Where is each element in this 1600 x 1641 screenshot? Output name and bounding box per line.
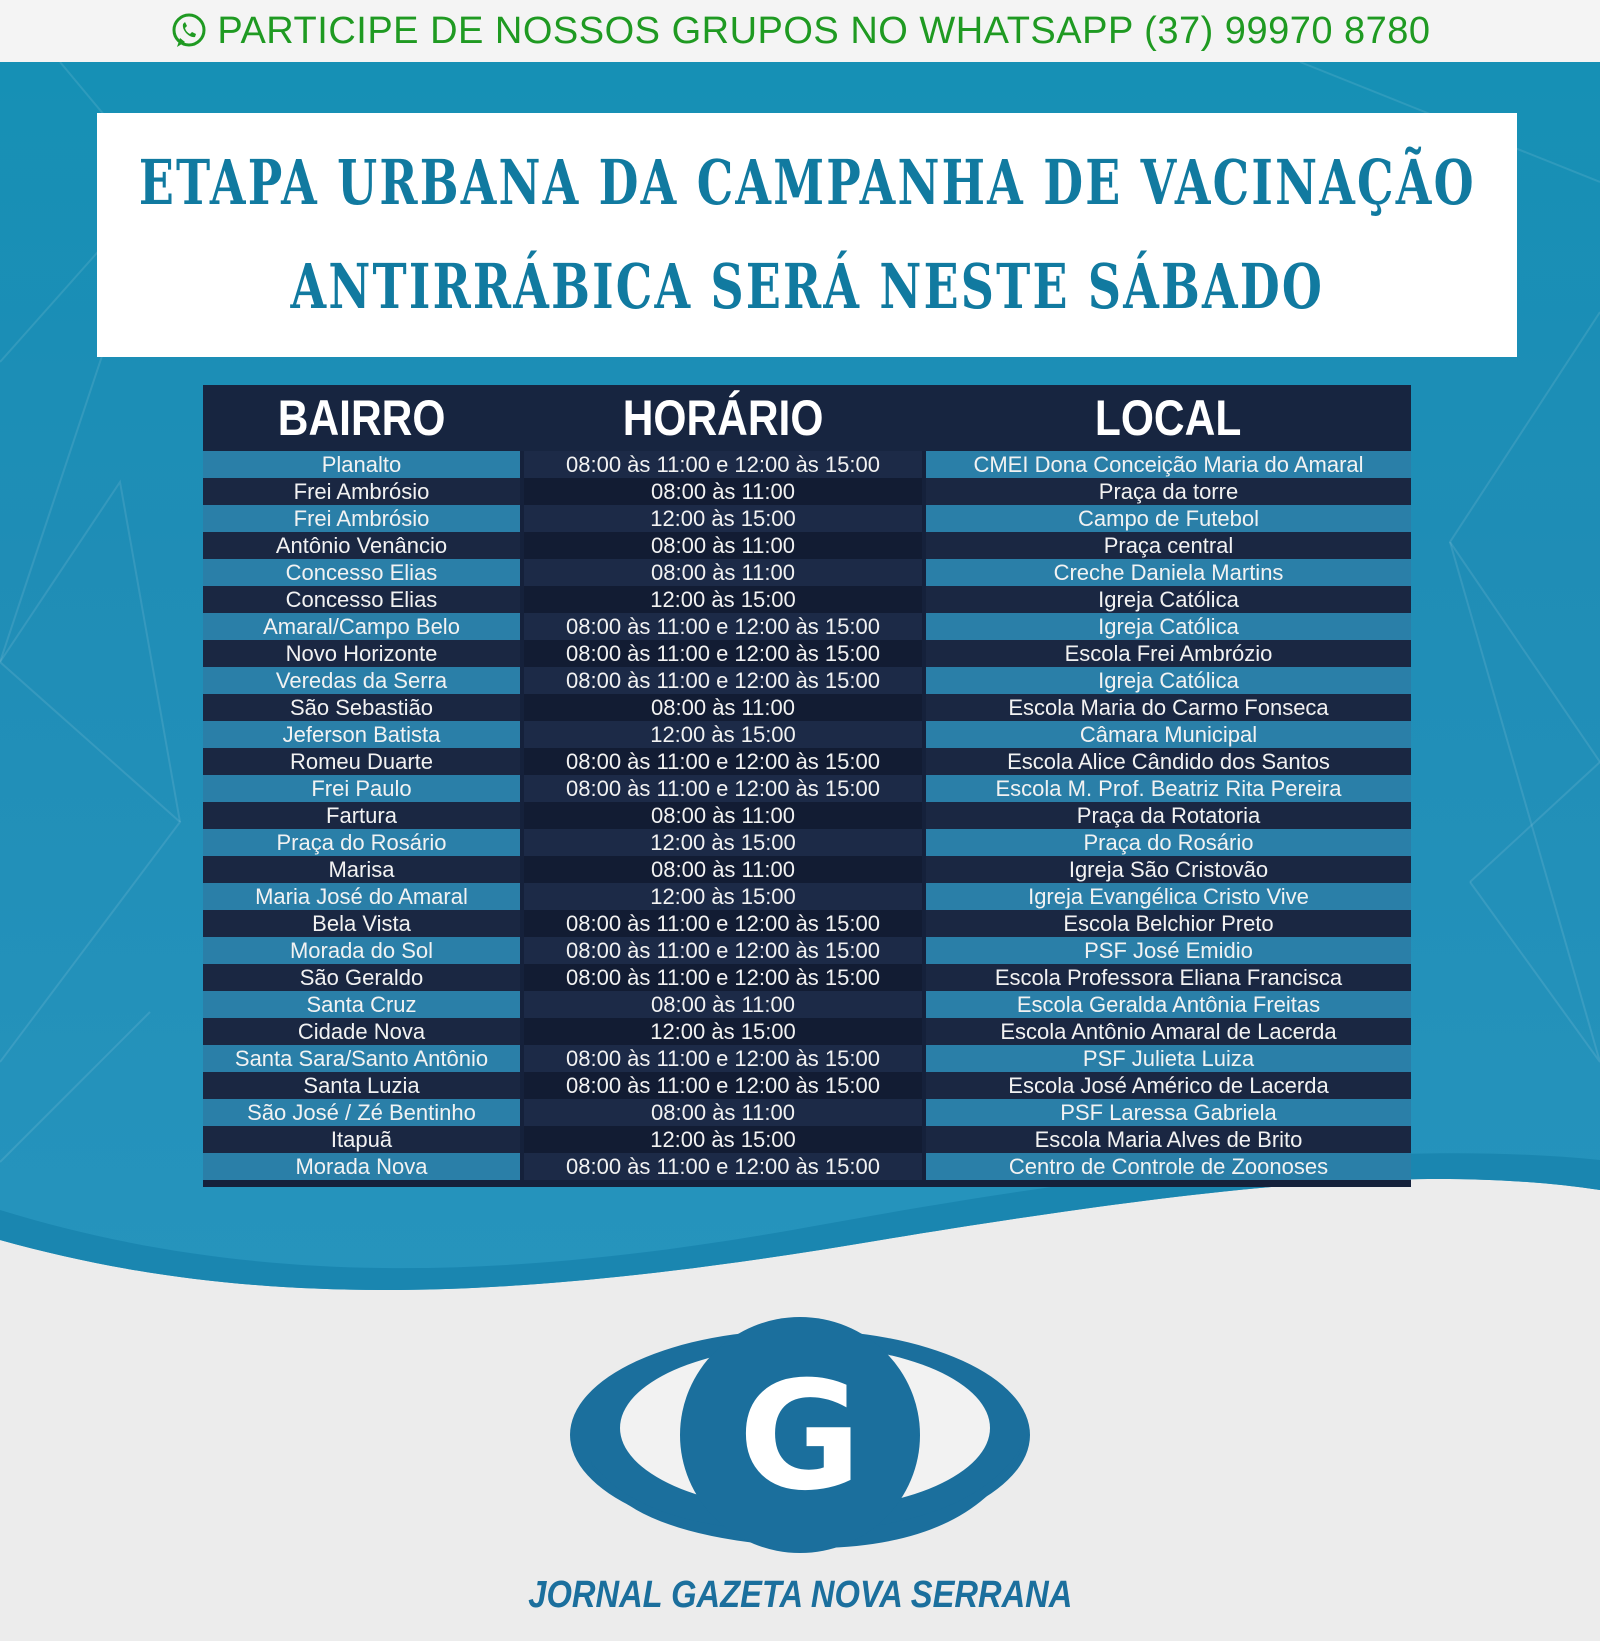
cell-bairro: Santa Sara/Santo Antônio bbox=[203, 1045, 520, 1072]
cell-bairro: Concesso Elias bbox=[203, 586, 520, 613]
cell-local: Igreja Católica bbox=[926, 586, 1411, 613]
title-box bbox=[97, 113, 1517, 357]
cell-local: PSF José Emidio bbox=[926, 937, 1411, 964]
cell-local: Centro de Controle de Zoonoses bbox=[926, 1153, 1411, 1180]
schedule-table bbox=[203, 385, 1411, 1187]
table-row bbox=[203, 613, 1411, 640]
cell-horario: 08:00 às 11:00 bbox=[524, 802, 922, 829]
cell-local: Escola Maria Alves de Brito bbox=[926, 1126, 1411, 1153]
cell-horario: 08:00 às 11:00 bbox=[524, 1099, 922, 1126]
cell-horario: 08:00 às 11:00 e 12:00 às 15:00 bbox=[524, 613, 922, 640]
cell-bairro: Marisa bbox=[203, 856, 520, 883]
table-row bbox=[203, 856, 1411, 883]
cell-horario: 12:00 às 15:00 bbox=[524, 1018, 922, 1045]
table-row bbox=[203, 883, 1411, 910]
cell-local: Escola Professora Eliana Francisca bbox=[926, 964, 1411, 991]
cell-local: Igreja Católica bbox=[926, 613, 1411, 640]
cell-horario: 08:00 às 11:00 e 12:00 às 15:00 bbox=[524, 667, 922, 694]
header-bairro: BAIRRO bbox=[277, 390, 446, 446]
cell-bairro: Praça do Rosário bbox=[203, 829, 520, 856]
cell-bairro: Planalto bbox=[203, 451, 520, 478]
cell-local: Igreja Evangélica Cristo Vive bbox=[926, 883, 1411, 910]
cell-bairro: São José / Zé Bentinho bbox=[203, 1099, 520, 1126]
cell-local: Creche Daniela Martins bbox=[926, 559, 1411, 586]
table-row bbox=[203, 694, 1411, 721]
cell-horario: 08:00 às 11:00 bbox=[524, 856, 922, 883]
cell-local: Igreja São Cristovão bbox=[926, 856, 1411, 883]
cell-horario: 12:00 às 15:00 bbox=[524, 1126, 922, 1153]
table-row bbox=[203, 667, 1411, 694]
whatsapp-icon bbox=[169, 11, 209, 51]
cell-local: Escola Belchior Preto bbox=[926, 910, 1411, 937]
table-row bbox=[203, 937, 1411, 964]
cell-local: Igreja Católica bbox=[926, 667, 1411, 694]
table-row bbox=[203, 721, 1411, 748]
header-local: LOCAL bbox=[1095, 390, 1242, 446]
cell-local: Praça da Rotatoria bbox=[926, 802, 1411, 829]
cell-bairro: São Sebastião bbox=[203, 694, 520, 721]
cell-local: Escola Frei Ambrózio bbox=[926, 640, 1411, 667]
table-row bbox=[203, 1018, 1411, 1045]
cell-horario: 08:00 às 11:00 e 12:00 às 15:00 bbox=[524, 910, 922, 937]
table-row bbox=[203, 802, 1411, 829]
cell-horario: 12:00 às 15:00 bbox=[524, 883, 922, 910]
cell-horario: 08:00 às 11:00 e 12:00 às 15:00 bbox=[524, 748, 922, 775]
cell-horario: 08:00 às 11:00 bbox=[524, 532, 922, 559]
table-row bbox=[203, 505, 1411, 532]
cell-horario: 08:00 às 11:00 e 12:00 às 15:00 bbox=[524, 937, 922, 964]
cell-bairro: Fartura bbox=[203, 802, 520, 829]
cell-bairro: Novo Horizonte bbox=[203, 640, 520, 667]
cell-local: Câmara Municipal bbox=[926, 721, 1411, 748]
table-row bbox=[203, 1072, 1411, 1099]
brand-name: JORNAL GAZETA NOVA SERRANA bbox=[527, 1574, 1073, 1616]
cell-bairro: Maria José do Amaral bbox=[203, 883, 520, 910]
cell-horario: 08:00 às 11:00 e 12:00 às 15:00 bbox=[524, 451, 922, 478]
cell-horario: 12:00 às 15:00 bbox=[524, 829, 922, 856]
cell-horario: 08:00 às 11:00 e 12:00 às 15:00 bbox=[524, 1153, 922, 1180]
table-row bbox=[203, 829, 1411, 856]
cell-horario: 08:00 às 11:00 e 12:00 às 15:00 bbox=[524, 640, 922, 667]
table-row bbox=[203, 991, 1411, 1018]
cell-horario: 08:00 às 11:00 e 12:00 às 15:00 bbox=[524, 775, 922, 802]
cell-horario: 12:00 às 15:00 bbox=[524, 505, 922, 532]
cell-local: Escola José Américo de Lacerda bbox=[926, 1072, 1411, 1099]
whatsapp-banner-text: PARTICIPE DE NOSSOS GRUPOS NO WHATSAPP (37) 99970 8780 bbox=[217, 9, 1431, 52]
cell-local: Praça do Rosário bbox=[926, 829, 1411, 856]
cell-horario: 08:00 às 11:00 e 12:00 às 15:00 bbox=[524, 1045, 922, 1072]
table-row bbox=[203, 1099, 1411, 1126]
gazeta-logo bbox=[560, 1310, 1040, 1560]
table-row bbox=[203, 964, 1411, 991]
cell-horario: 12:00 às 15:00 bbox=[524, 721, 922, 748]
cell-bairro: Itapuã bbox=[203, 1126, 520, 1153]
cell-bairro: Jeferson Batista bbox=[203, 721, 520, 748]
cell-bairro: Santa Luzia bbox=[203, 1072, 520, 1099]
cell-bairro: Frei Ambrósio bbox=[203, 505, 520, 532]
cell-bairro: Amaral/Campo Belo bbox=[203, 613, 520, 640]
cell-horario: 08:00 às 11:00 bbox=[524, 559, 922, 586]
cell-local: Escola M. Prof. Beatriz Rita Pereira bbox=[926, 775, 1411, 802]
cell-local: Escola Antônio Amaral de Lacerda bbox=[926, 1018, 1411, 1045]
cell-bairro: Frei Paulo bbox=[203, 775, 520, 802]
cell-bairro: Morada do Sol bbox=[203, 937, 520, 964]
cell-local: Campo de Futebol bbox=[926, 505, 1411, 532]
cell-bairro: Bela Vista bbox=[203, 910, 520, 937]
title-line-1: ETAPA URBANA DA CAMPANHA DE VACINAÇÃO bbox=[138, 146, 1476, 219]
table-row bbox=[203, 910, 1411, 937]
table-row bbox=[203, 1045, 1411, 1072]
cell-local: Praça central bbox=[926, 532, 1411, 559]
table-header bbox=[203, 385, 1411, 451]
cell-horario: 08:00 às 11:00 e 12:00 às 15:00 bbox=[524, 1072, 922, 1099]
table-row bbox=[203, 1153, 1411, 1180]
cell-bairro: Veredas da Serra bbox=[203, 667, 520, 694]
cell-local: Escola Alice Cândido dos Santos bbox=[926, 748, 1411, 775]
cell-horario: 08:00 às 11:00 bbox=[524, 694, 922, 721]
header-horario: HORÁRIO bbox=[622, 390, 824, 446]
logo-letter: G bbox=[738, 1350, 862, 1524]
cell-local: Praça da torre bbox=[926, 478, 1411, 505]
cell-bairro: Romeu Duarte bbox=[203, 748, 520, 775]
cell-bairro: São Geraldo bbox=[203, 964, 520, 991]
cell-bairro: Antônio Venâncio bbox=[203, 532, 520, 559]
table-row bbox=[203, 1126, 1411, 1153]
cell-bairro: Concesso Elias bbox=[203, 559, 520, 586]
cell-local: PSF Laressa Gabriela bbox=[926, 1099, 1411, 1126]
table-row bbox=[203, 559, 1411, 586]
cell-bairro: Morada Nova bbox=[203, 1153, 520, 1180]
cell-bairro: Frei Ambrósio bbox=[203, 478, 520, 505]
cell-local: Escola Maria do Carmo Fonseca bbox=[926, 694, 1411, 721]
cell-horario: 08:00 às 11:00 e 12:00 às 15:00 bbox=[524, 964, 922, 991]
cell-bairro: Cidade Nova bbox=[203, 1018, 520, 1045]
whatsapp-banner bbox=[0, 0, 1600, 62]
cell-local: CMEI Dona Conceição Maria do Amaral bbox=[926, 451, 1411, 478]
table-row bbox=[203, 640, 1411, 667]
cell-local: PSF Julieta Luiza bbox=[926, 1045, 1411, 1072]
table-row bbox=[203, 478, 1411, 505]
cell-bairro: Santa Cruz bbox=[203, 991, 520, 1018]
table-row bbox=[203, 775, 1411, 802]
cell-horario: 08:00 às 11:00 bbox=[524, 478, 922, 505]
cell-horario: 08:00 às 11:00 bbox=[524, 991, 922, 1018]
table-row bbox=[203, 748, 1411, 775]
table-row bbox=[203, 451, 1411, 478]
title-line-2: ANTIRRÁBICA SERÁ NESTE SÁBADO bbox=[290, 250, 1324, 323]
cell-horario: 12:00 às 15:00 bbox=[524, 586, 922, 613]
table-row bbox=[203, 586, 1411, 613]
cell-local: Escola Geralda Antônia Freitas bbox=[926, 991, 1411, 1018]
table-row bbox=[203, 532, 1411, 559]
